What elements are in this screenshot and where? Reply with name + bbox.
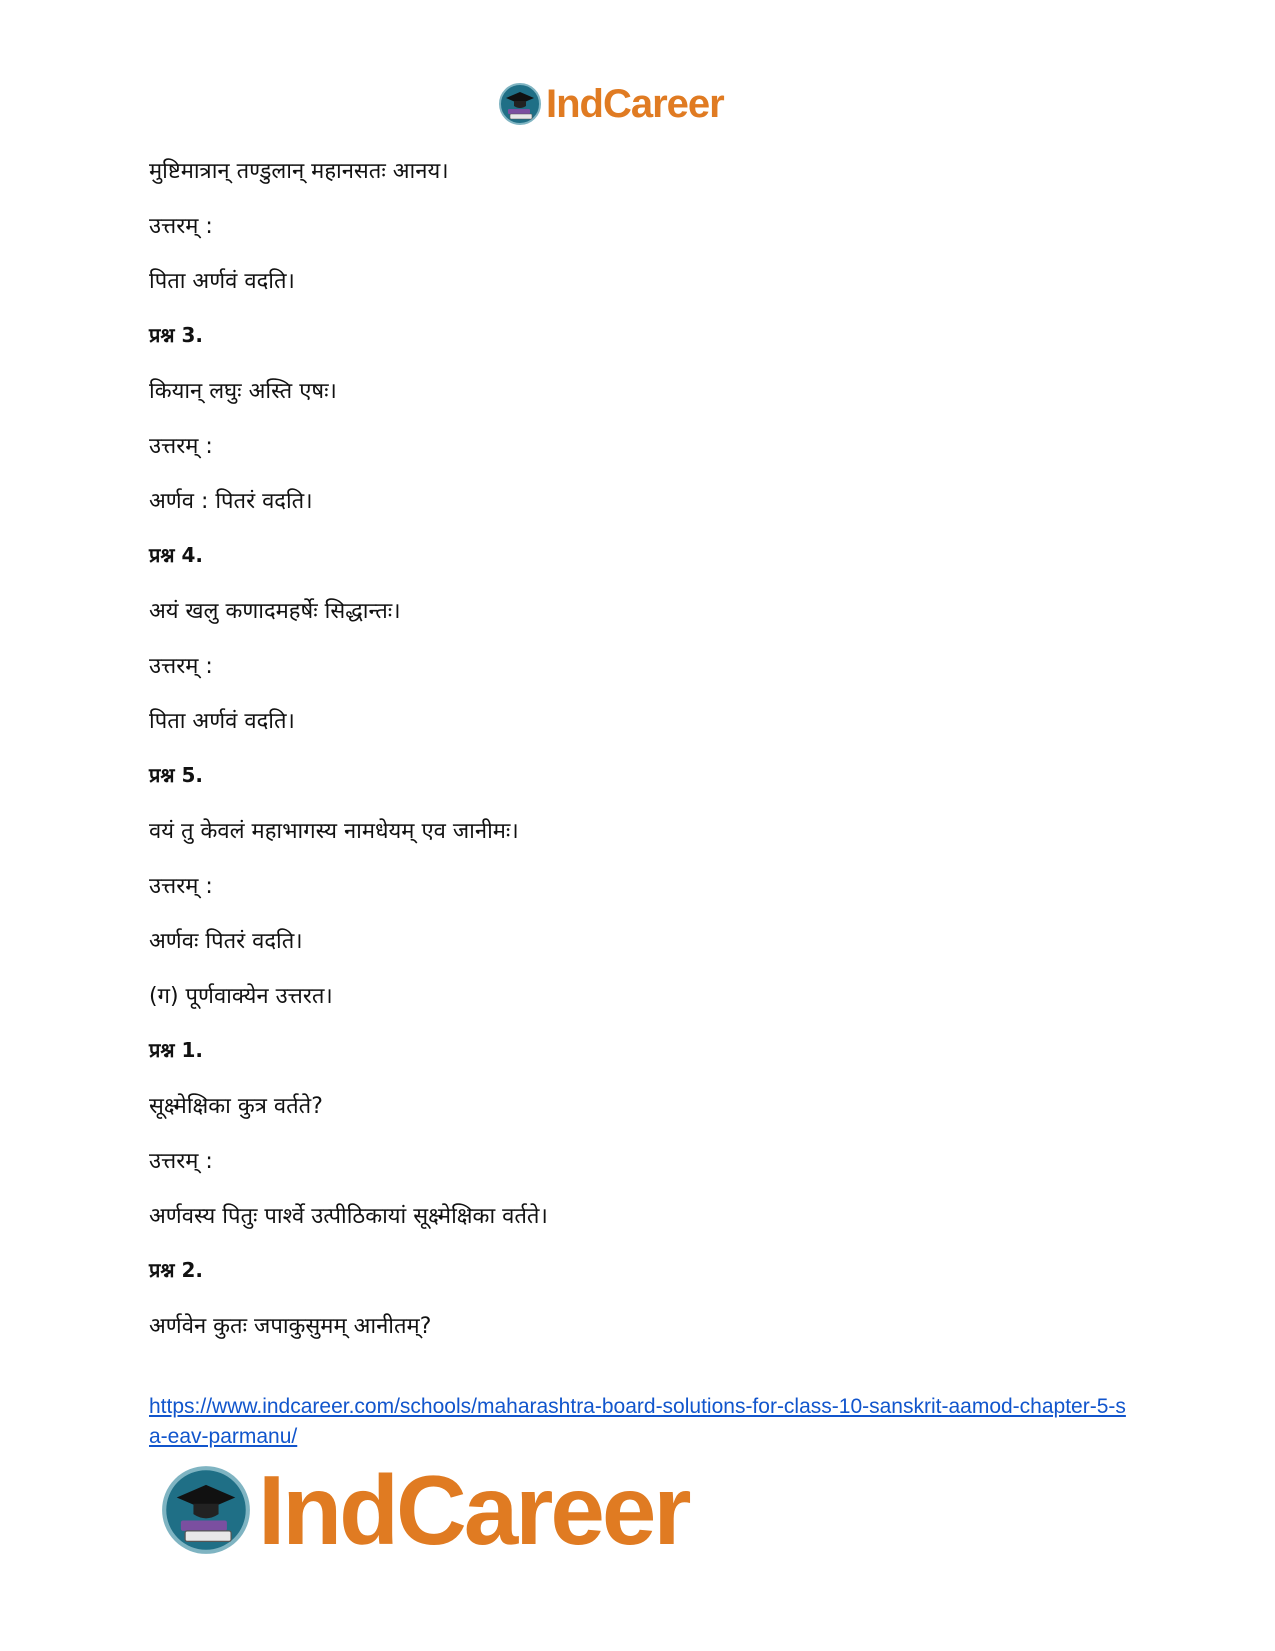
text-line: उत्तरम् : — [149, 873, 213, 899]
text-line: सूक्ष्मेक्षिका कुत्र वर्तते? — [149, 1093, 323, 1119]
text-line: पिता अर्णवं वदति। — [149, 268, 295, 294]
question-label: प्रश्न 3. — [149, 323, 203, 347]
document-body — [149, 142, 1149, 1352]
text-line: (ग) पूर्णवाक्येन उत्तरत। — [149, 983, 333, 1009]
text-line: कियान् लघुः अस्ति एषः। — [149, 378, 337, 404]
text-line: अर्णवः पितरं वदति। — [149, 928, 303, 954]
text-line: उत्तरम् : — [149, 213, 213, 239]
text-line: अर्णवेन कुतः जपाकुसुमम् आनीतम्? — [149, 1313, 432, 1339]
source-link-block — [149, 1392, 1129, 1452]
text-line: उत्तरम् : — [149, 433, 213, 459]
question-label: प्रश्न 4. — [149, 543, 203, 567]
question-label: प्रश्न 5. — [149, 763, 203, 787]
header-logo-text: IndCareer — [546, 82, 724, 126]
question-label: प्रश्न 2. — [149, 1258, 203, 1282]
footer-logo-text: IndCareer — [258, 1455, 689, 1565]
text-line: पिता अर्णवं वदति। — [149, 708, 295, 734]
text-line: उत्तरम् : — [149, 1148, 213, 1174]
text-line: अयं खलु कणादमहर्षेः सिद्धान्तः। — [149, 598, 401, 624]
footer-logo — [160, 1455, 689, 1565]
source-link[interactable]: https://www.indcareer.com/schools/maharashtra-board-solutions-for-class-10-sanskrit-aamod-chapter-5-sa-eav-parmanu/ — [149, 1395, 1126, 1448]
graduation-cap-books-icon — [498, 82, 542, 126]
header-logo — [498, 80, 724, 128]
text-line: वयं तु केवलं महाभागस्य नामधेयम् एव जानीमः। — [149, 818, 519, 844]
text-line: अर्णव : पितरं वदति। — [149, 488, 313, 514]
text-line: मुष्टिमात्रान् तण्डुलान् महानसतः आनय। — [149, 158, 449, 184]
text-line: उत्तरम् : — [149, 653, 213, 679]
question-label: प्रश्न 1. — [149, 1038, 203, 1062]
text-line: अर्णवस्य पितुः पार्श्वे उत्पीठिकायां सूक्ष्मेक्षिका वर्तते। — [149, 1203, 548, 1229]
graduation-cap-books-icon — [160, 1464, 252, 1556]
